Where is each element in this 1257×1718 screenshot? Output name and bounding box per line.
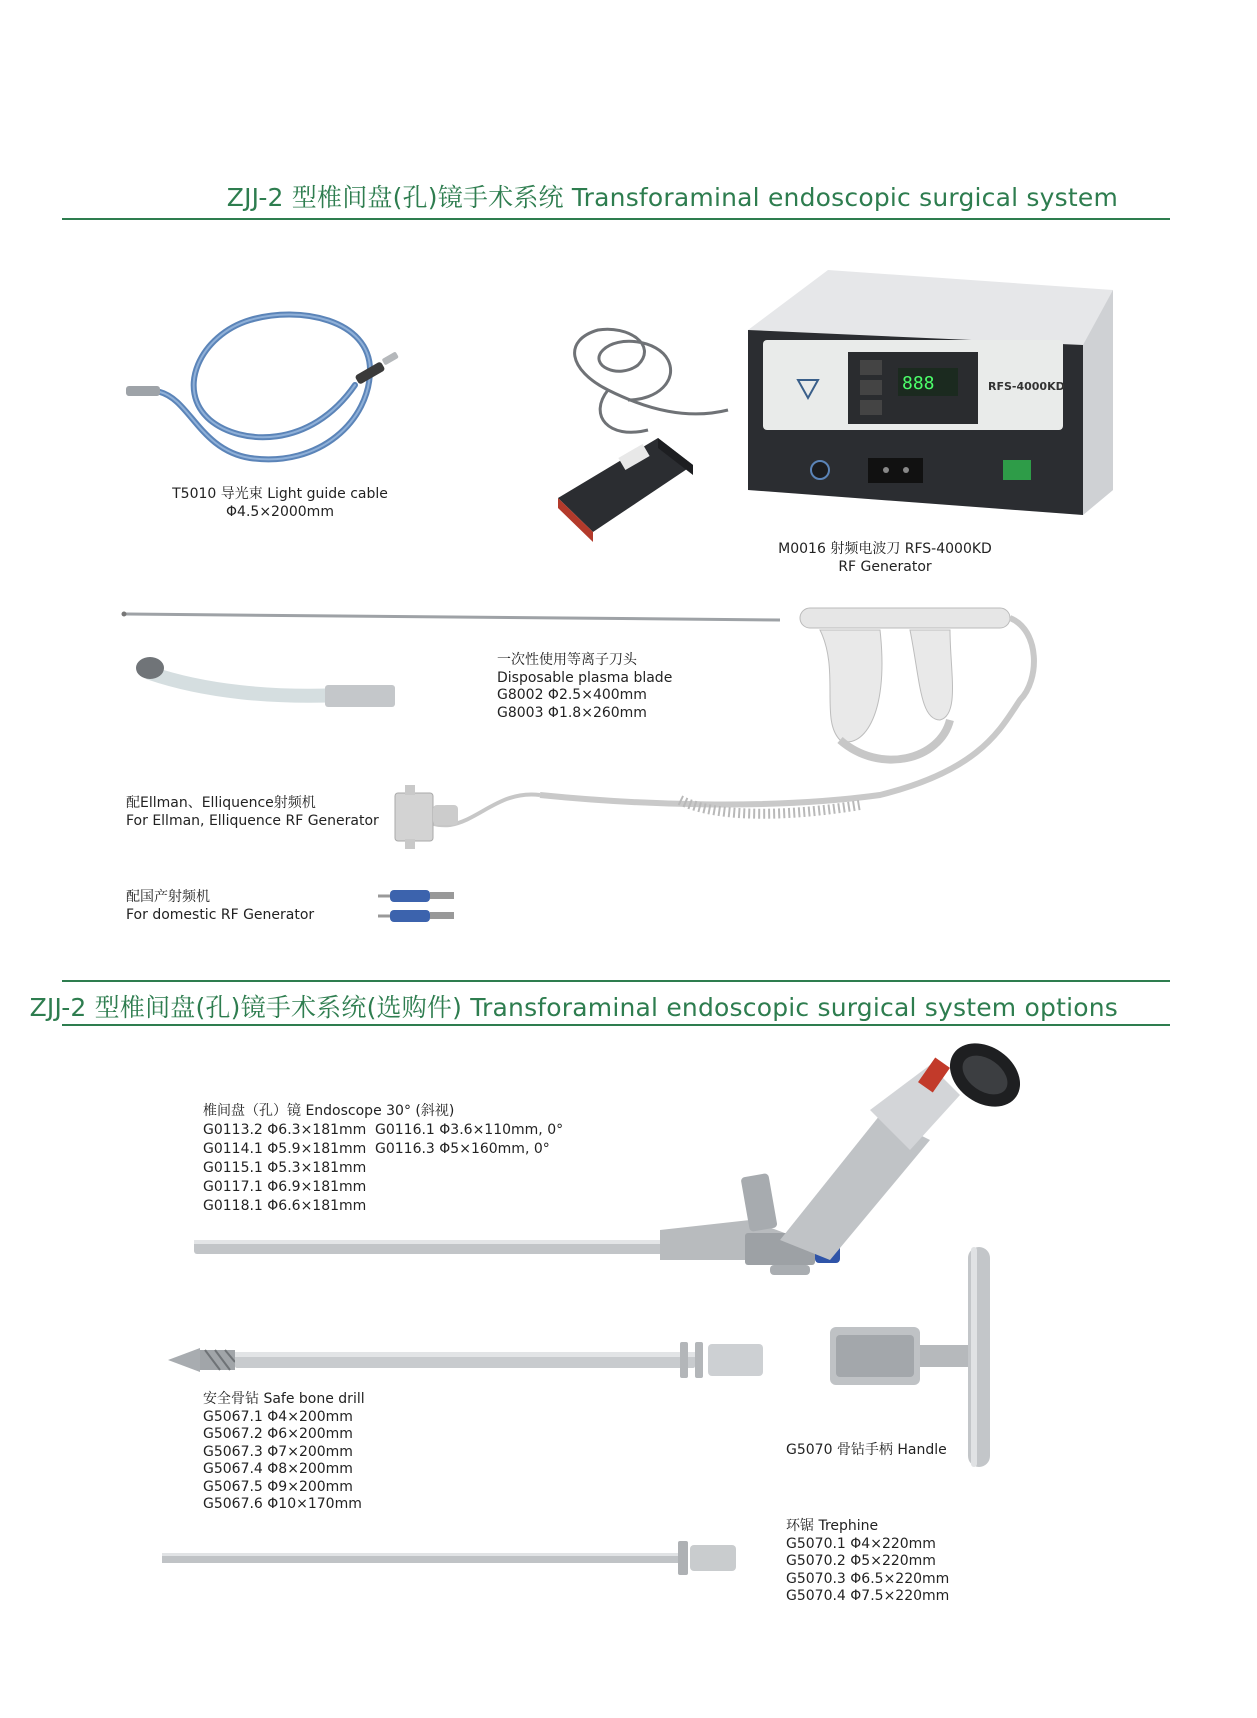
ellman-title-en: For Ellman, Elliquence RF Generator	[126, 812, 379, 829]
bone-drill-spec-1: G5067.1 Φ4×200mm	[203, 1408, 353, 1425]
generator-model-text: RFS-4000KD	[988, 380, 1065, 393]
bone-drill-spec-3: G5067.3 Φ7×200mm	[203, 1443, 353, 1460]
plasma-blade-caption	[497, 652, 672, 722]
domestic-title-en: For domestic RF Generator	[126, 906, 315, 923]
plasma-blade-title-cn: 一次性使用等离子刀头	[497, 652, 637, 668]
endoscope-row-2: G0114.1 Φ5.9×181mm G0116.3 Φ5×160mm, 0°	[203, 1141, 550, 1157]
plasma-blade-title-en: Disposable plasma blade	[497, 669, 673, 686]
bone-drill-spec-4: G5067.4 Φ8×200mm	[203, 1461, 353, 1477]
rf-generator-sublabel: RF Generator	[838, 558, 932, 575]
light-guide-cable-caption	[170, 486, 390, 521]
trephine-image	[160, 1533, 740, 1583]
light-guide-cable-image	[120, 300, 420, 470]
rf-generator-caption	[760, 541, 1010, 576]
trephine-spec-2: G5070.2 Φ5×220mm	[786, 1553, 936, 1569]
rf-generator-image	[548, 270, 1118, 560]
light-cable-spec: Φ4.5×2000mm	[226, 503, 334, 520]
domestic-connector-image	[378, 888, 478, 928]
rf-generator-label: M0016 射频电波刀 RFS-4000KD	[778, 541, 992, 557]
endoscope-title: 椎间盘（孔）镜 Endoscope 30° (斜视)	[203, 1103, 455, 1119]
endoscope-row-1: G0113.2 Φ6.3×181mm G0116.1 Φ3.6×110mm, 0°	[203, 1122, 564, 1138]
light-cable-label: T5010 导光束 Light guide cable	[172, 486, 388, 502]
endoscope-row-5: G0118.1 Φ6.6×181mm	[203, 1198, 367, 1214]
trephine-spec-3: G5070.3 Φ6.5×220mm	[786, 1570, 950, 1587]
heading-rule-top	[62, 980, 1170, 982]
ellman-caption	[126, 795, 379, 830]
drill-handle-image	[828, 1245, 1018, 1475]
bone-drill-spec-5: G5067.5 Φ9×200mm	[203, 1478, 353, 1495]
trephine-caption	[786, 1518, 949, 1606]
svg-text:888: 888	[902, 373, 935, 394]
heading-rule	[62, 1024, 1170, 1026]
trephine-spec-4: G5070.4 Φ7.5×220mm	[786, 1588, 950, 1604]
plasma-blade-spec-1: G8002 Φ2.5×400mm	[497, 687, 647, 703]
trephine-spec-1: G5070.1 Φ4×220mm	[786, 1535, 936, 1552]
section-heading-system: ZJJ-2 型椎间盘(孔)镜手术系统 Transforaminal endoscopic surgical system	[226, 183, 1118, 212]
bone-drill-title: 安全骨钻 Safe bone drill	[203, 1391, 365, 1407]
ellman-connector-image	[385, 785, 465, 850]
foot-pedal	[558, 438, 693, 542]
section-heading-options: ZJJ-2 型椎间盘(孔)镜手术系统(选购件) Transforaminal endoscopic surgical system options	[29, 993, 1118, 1022]
trephine-title: 环锯 Trephine	[786, 1518, 879, 1534]
ellman-title-cn: 配Ellman、Elliquence射频机	[126, 795, 316, 811]
handle-caption: G5070 骨钻手柄 Handle	[786, 1442, 947, 1458]
bone-drill-spec-6: G5067.6 Φ10×170mm	[203, 1496, 362, 1512]
heading-rule	[62, 218, 1170, 220]
plasma-blade-spec-2: G8003 Φ1.8×260mm	[497, 704, 647, 721]
bone-drill-spec-2: G5067.2 Φ6×200mm	[203, 1426, 353, 1442]
bone-drill-image	[160, 1330, 770, 1390]
domestic-title-cn: 配国产射频机	[126, 889, 210, 905]
endoscope-row-4: G0117.1 Φ6.9×181mm	[203, 1179, 367, 1195]
endoscope-row-3: G0115.1 Φ5.3×181mm	[203, 1160, 367, 1176]
domestic-caption	[126, 889, 314, 924]
bone-drill-caption	[203, 1391, 365, 1514]
